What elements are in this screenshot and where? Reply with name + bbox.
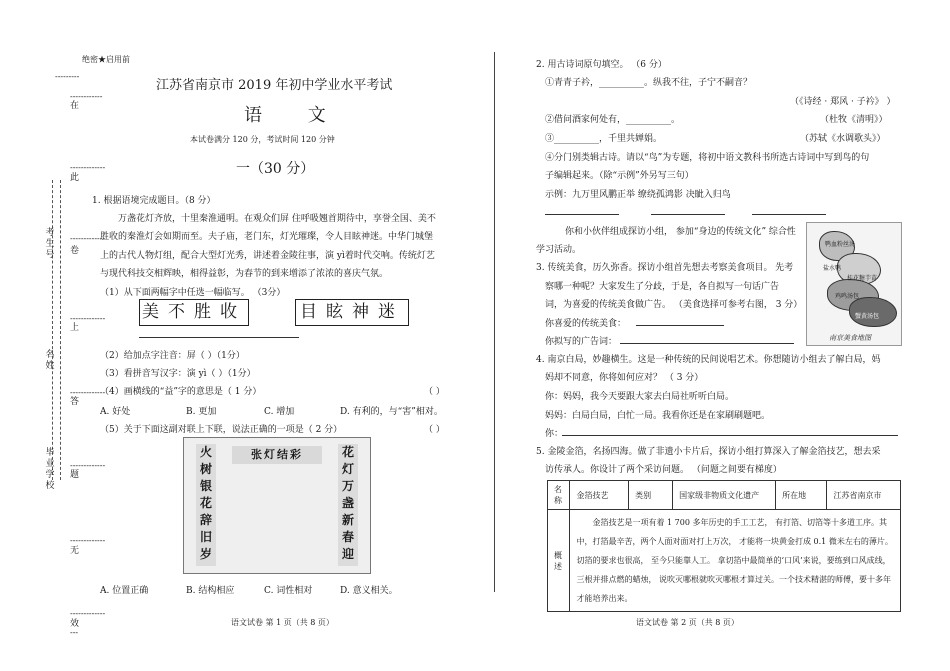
margin-label: 卷: [70, 246, 80, 256]
margin-dash: ------------: [70, 92, 103, 101]
margin-label: 答: [70, 397, 80, 407]
q1-5-option-c: C. 词性相对: [264, 586, 313, 596]
margin-dash: -------------: [70, 388, 106, 397]
margin-dash: ---------: [55, 72, 80, 81]
activity-intro: 你和小伙伴组成探访小组， 参加“身边的传统文化” 综合性: [565, 227, 796, 237]
map-caption: 南京美食地图: [829, 334, 871, 342]
margin-dash: -------------: [70, 314, 106, 323]
margin-label: 在: [70, 101, 80, 111]
binding-line: [60, 180, 61, 480]
q1-5-option-a: A. 位置正确: [100, 586, 149, 596]
table-cell: 名称: [548, 481, 570, 510]
school-label: 毕业学校: [45, 448, 55, 491]
q2-line: 子编辑起来。（除“示例”外另写三句）: [545, 171, 694, 181]
table-cell: 江苏省南京市: [827, 481, 901, 510]
exam-meta: 本试卷满分 120 分，考试时间 120 分钟: [190, 135, 335, 144]
secret-label: 绝密★启用前: [82, 55, 130, 64]
q5-line: 访传承人。你设计了两个采访问题。 （问题之间要有梯度）: [545, 465, 782, 475]
exam-no-label: 考生号: [45, 228, 55, 260]
table-cell: 金箔技艺: [570, 481, 629, 510]
map-label: 盐水鸭: [823, 265, 842, 272]
q2-heading: 2. 用古诗词原句填空。 （6 分）: [536, 60, 667, 70]
couplet-left: 火树银花辞旧岁: [196, 444, 216, 566]
exam-title: 江苏省南京市 2019 年初中学业水平考试: [156, 78, 393, 93]
q2-source: （《诗经 · 郑风 · 子衿》 ）: [790, 97, 896, 107]
margin-dash: ---: [70, 628, 79, 637]
answer-line: [651, 214, 725, 215]
map-label: 蟹黄汤包: [855, 313, 880, 320]
margin-dash: -------------: [70, 234, 106, 243]
q3-line: 3. 传统美食，历久弥香。探访小组首先想去考察美食项目。 先考: [536, 263, 794, 273]
left-footer: 语文试卷 第 1 页（共 8 页）: [231, 618, 334, 627]
answer-line: [139, 337, 299, 338]
q4-dialogue: 你：妈妈，我今天要跟大家去白局社听听白局。: [545, 392, 735, 402]
page-divider: [494, 52, 495, 592]
activity-intro: 学习活动。: [536, 245, 582, 255]
q1-4-option-c: C. 增加: [264, 407, 295, 417]
margin-dash: -------------: [70, 536, 106, 545]
answer-line: [636, 325, 724, 326]
subject-title: 语 文: [244, 105, 346, 126]
section-heading: 一（30 分）: [236, 161, 315, 177]
food-map-image: [806, 222, 902, 346]
q1-1: （1）从下面两幅字中任选一幅临写。 （3分）: [100, 288, 286, 298]
answer-line: [752, 214, 826, 215]
answer-line: [562, 435, 898, 436]
q1-heading: 1. 根据语境完成题目。（8 分）: [92, 196, 216, 206]
couplet-image: [183, 437, 371, 574]
q1-5-option-b: B. 结构相应: [186, 586, 235, 596]
passage-line: 与现代科技交相辉映，相得益彰，为春节的到来增添了浓浓的喜庆气氛。: [100, 269, 389, 279]
table-cell: 类别: [629, 481, 673, 510]
calligraphy-box-1: 美不胜收: [139, 299, 249, 326]
name-label: 名姓: [45, 350, 55, 371]
q4-line: 4. 南京白局，妙趣横生。这是一种传统的民间说唱艺术。你想随访小组去了解白局，妈: [536, 355, 881, 365]
q2-line: ②借问酒家何处有，__________。: [545, 115, 681, 125]
q1-5: （5）关于下面这副对联上下联，说法正确的一项是（ 2 分）: [100, 425, 343, 435]
couplet-right: 花灯万盏新春迎: [338, 444, 358, 566]
passage-line: 胜收的秦淮灯会如期而至。夫子庙，老门东，灯光璀璨，令人目眩神迷。中华门城堡: [100, 232, 434, 242]
q4-line: 妈却不同意，你将如何应对？ （ 3 分）: [545, 373, 704, 383]
margin-dash: -------------: [70, 461, 106, 470]
q3-ad-label: 你拟写的广告词：: [545, 337, 618, 347]
q1-5-answer: （ ）: [424, 425, 445, 435]
margin-label: 此: [70, 173, 80, 183]
q1-2: （2）给加点字注音：屏（ ）（1分）: [100, 351, 245, 361]
q1-4: （4）画横线的“益”字的意思是（ 1 分）: [100, 387, 262, 397]
map-label: 鸭血粉丝汤: [825, 241, 856, 248]
q4-answer-label: 你：: [545, 429, 564, 439]
q2-line: ④分门别类辑古诗。请以“鸟”为专题，将初中语文教科书所选古诗词中写到鸟的句: [545, 153, 870, 163]
couplet-top: 张灯结彩: [232, 446, 322, 464]
q1-4-option-b: B. 更加: [186, 407, 217, 417]
q4-dialogue: 妈妈：白局白局，白忙一局。我看你还是在家刷刷题吧。: [545, 411, 771, 421]
q1-4-option-a: A. 好处: [100, 407, 131, 417]
map-label: 桂花糖芋苗: [847, 275, 878, 282]
table-cell: 所在地: [776, 481, 827, 510]
margin-label: 无: [70, 546, 80, 556]
passage-line: 上的古代人物灯组，配合大型灯光秀，讲述着金陵往事，演 yì着时代交响。传统灯艺: [100, 251, 435, 261]
margin-label: 效: [70, 619, 80, 629]
margin-dash: -------------: [70, 163, 106, 172]
q1-5-option-d: D. 意义相关。: [340, 586, 398, 596]
q3-food-label: 你喜爱的传统美食：: [545, 319, 627, 329]
q2-line: ③__________，千里共婵娟。: [545, 134, 663, 144]
passage-line: 万盏花灯齐放，十里秦淮通明。在观众们屏 住呼吸翘首期待中，享誉全国、美不: [118, 214, 436, 224]
margin-dash: -------------: [70, 609, 106, 618]
info-table: [547, 480, 901, 612]
map-label: 鸡鸣汤包: [835, 293, 860, 300]
binding-line: [52, 180, 53, 480]
table-row: [548, 481, 901, 510]
q1-4-answer: （ ）: [424, 387, 445, 397]
q3-line: 词，为喜爱的传统美食做广告。 （美食选择可参考右图， 3 分）: [545, 300, 803, 310]
q2-source: （苏轼《水调歌头》）: [800, 134, 886, 144]
calligraphy-box-2: 目眩神迷: [295, 299, 409, 326]
margin-label: 题: [70, 470, 80, 480]
q2-source: （杜牧《清明》）: [820, 115, 888, 125]
answer-line: [545, 214, 619, 215]
overview-text: 金箔技艺是一项有着 1 700 多年历史的手工工艺， 有打箔、切箔等十多道工序。其中，打箔最辛苦，两个人面对面对打上万次， 才能将一块黄金打成 0.1 微米左右的薄片。 切箔的要求也很高， 至今只能靠人工。 拿切箔中最简单的‘口风’来说，要练到口风成线， 三根并排点燃的蜡烛， 说吹灭哪根就吹灭哪根才算过关。一个技术精湛的师傅，要十多年才能培养出来。: [570, 510, 901, 612]
q5-line: 5. 金陵金箔，名扬四海。做了非遗小卡片后，探访小组打算深入了解金箔技艺，想去采: [536, 447, 881, 457]
table-row: [548, 510, 901, 612]
q2-line: ①青青子衿，__________。纵我不往，子宁不嗣音？: [545, 78, 753, 88]
margin-label: 上: [70, 323, 80, 333]
table-cell: 概述: [548, 510, 570, 612]
q3-line: 察哪一种呢？大家发生了分歧，于是，各自拟写一句话广告: [545, 282, 780, 292]
table-cell: 国家级非物质文化遗产: [673, 481, 776, 510]
answer-line: [620, 343, 794, 344]
q1-4-option-d: D. 有利的，与“害”相对。: [340, 407, 443, 417]
q1-3: （3）看拼音写汉字：演 yì（ ）（1分）: [100, 369, 256, 379]
right-footer: 语文试卷 第 2 页（共 8 页）: [636, 618, 739, 627]
q2-example: 示例：九万里风鹏正举 缭绕孤鸿影 决眦入归鸟: [545, 190, 731, 200]
